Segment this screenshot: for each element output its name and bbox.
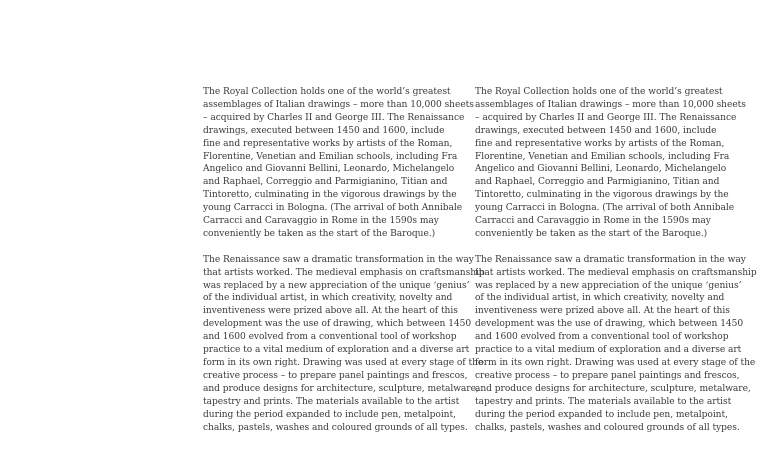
text-line: chalks, pastels, washes and coloured grounds of all types. — [203, 422, 468, 433]
text-line: practice to a vital medium of exploration and a diverse art — [475, 345, 742, 356]
text-line: Angelico and Giovanni Bellini, Leonardo, Michelangelo — [475, 164, 727, 175]
text-line: of the individual artist, in which creativity, novelty and — [203, 293, 453, 304]
paragraph-renaissance-transformation — [475, 254, 757, 435]
text-line: and Raphael, Correggio and Parmigianino, Titian and — [203, 177, 448, 188]
text-line: and Raphael, Correggio and Parmigianino, Titian and — [475, 177, 720, 188]
text-line: inventiveness were prized above all. At the heart of this — [203, 306, 458, 317]
text-line: and produce designs for architecture, sculpture, metalware, — [475, 383, 751, 394]
text-line: young Carracci in Bologna. (The arrival of both Annibale — [475, 203, 735, 214]
text-line: during the period expanded to include pen, metalpoint, — [203, 409, 456, 420]
text-line: drawings, executed between 1450 and 1600, include — [203, 125, 445, 136]
text-line: fine and representative works by artists of the Roman, — [203, 138, 453, 149]
text-line: was replaced by a new appreciation of the unique ‘genius’ — [475, 280, 742, 291]
text-line: Florentine, Venetian and Emilian schools, including Fra — [475, 151, 730, 162]
text-line: during the period expanded to include pen, metalpoint, — [475, 409, 728, 420]
text-line: and 1600 evolved from a conventional tool of workshop — [203, 332, 457, 343]
text-line: The Royal Collection holds one of the world’s greatest — [203, 87, 451, 97]
text-line: young Carracci in Bologna. (The arrival of both Annibale — [203, 203, 463, 214]
text-line: of the individual artist, in which creativity, novelty and — [475, 293, 725, 304]
paragraph-collection-intro — [203, 86, 478, 241]
paragraph-collection-intro — [475, 86, 750, 241]
text-line: The Renaissance saw a dramatic transformation in the way — [203, 254, 474, 265]
text-line: Tintoretto, culminating in the vigorous drawings by the — [475, 190, 729, 201]
text-line: The Renaissance saw a dramatic transformation in the way — [475, 254, 746, 265]
text-line: form in its own right. Drawing was used at every stage of the — [203, 358, 484, 369]
text-line: – acquired by Charles II and George III. The Renaissance — [475, 112, 737, 123]
text-line: development was the use of drawing, which between 1450 — [475, 319, 744, 330]
text-line: was replaced by a new appreciation of the unique ‘genius’ — [203, 280, 470, 291]
text-line: tapestry and prints. The materials available to the artist — [475, 396, 732, 407]
text-line: assemblages of Italian drawings – more than 10,000 sheets — [475, 99, 746, 110]
text-line: assemblages of Italian drawings – more than 10,000 sheets — [203, 99, 474, 110]
text-line: fine and representative works by artists of the Roman, — [475, 138, 725, 149]
text-line: that artists worked. The medieval emphasis on craftsmanship — [475, 267, 757, 278]
text-line: drawings, executed between 1450 and 1600, include — [475, 125, 717, 136]
text-line: conveniently be taken as the start of the Baroque.) — [475, 228, 708, 239]
text-line: creative process – to prepare panel paintings and frescos, — [475, 370, 740, 381]
text-line: Tintoretto, culminating in the vigorous drawings by the — [203, 190, 457, 201]
text-line: chalks, pastels, washes and coloured grounds of all types. — [475, 422, 740, 433]
text-line: creative process – to prepare panel paintings and frescos, — [203, 370, 468, 381]
text-line: Florentine, Venetian and Emilian schools, including Fra — [203, 151, 458, 162]
text-line: development was the use of drawing, which between 1450 — [203, 319, 472, 330]
text-column-right — [475, 86, 757, 434]
text-line: and 1600 evolved from a conventional tool of workshop — [475, 332, 729, 343]
text-line: tapestry and prints. The materials available to the artist — [203, 396, 460, 407]
paragraph-renaissance-transformation — [203, 254, 485, 435]
text-line: Carracci and Caravaggio in Rome in the 1590s may — [203, 216, 439, 227]
text-line: inventiveness were prized above all. At the heart of this — [475, 306, 730, 317]
text-line: Angelico and Giovanni Bellini, Leonardo, Michelangelo — [203, 164, 455, 175]
text-column-left — [203, 86, 485, 434]
text-line: and produce designs for architecture, sculpture, metalware, — [203, 383, 479, 394]
text-line: conveniently be taken as the start of the Baroque.) — [203, 228, 436, 239]
text-line: Carracci and Caravaggio in Rome in the 1590s may — [475, 216, 711, 227]
text-line: practice to a vital medium of exploration and a diverse art — [203, 345, 470, 356]
text-line: form in its own right. Drawing was used at every stage of the — [475, 358, 756, 369]
text-line: that artists worked. The medieval emphasis on craftsmanship — [203, 267, 485, 278]
text-line: The Royal Collection holds one of the world’s greatest — [475, 87, 723, 97]
text-line: – acquired by Charles II and George III. The Renaissance — [203, 112, 465, 123]
